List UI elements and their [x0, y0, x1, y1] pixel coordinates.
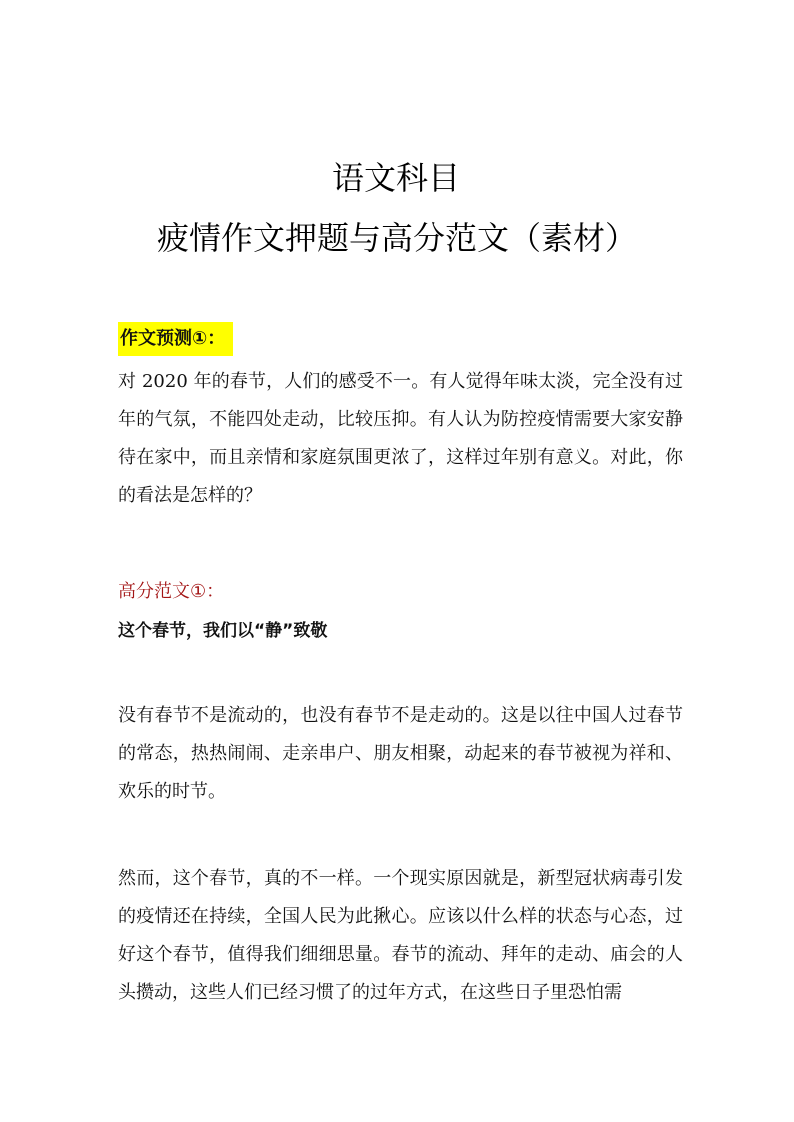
prediction-prompt: 对 2020 年的春节，人们的感受不一。有人觉得年味太淡，完全没有过年的气氛，不能四处走动，比较压抑。有人认为防控疫情需要大家安静待在家中，而且亲情和家庭氛围更浓了，这样过年别有意义。对此，你的看法是怎样的？ — [118, 371, 683, 506]
essay-paragraph: 没有春节不是流动的，也没有春节不是走动的。这是以往中国人过春节的常态，热热闹闹、走亲串户、朋友相聚，动起来的春节被视为祥和、欢乐的时节。 — [118, 705, 683, 802]
subject-title: 语文科目 — [332, 159, 461, 197]
essay-title: 这个春节，我们以“静”致敬 — [118, 621, 328, 641]
document-title: 疲情作文押题与高分范文（素材） — [157, 219, 638, 257]
essay-paragraph: 然而，这个春节，真的不一样。一个现实原因就是，新型冠状病毒引发的疫情还在持续，全国人民为此揪心。应该以什么样的状态与心态，过好这个春节，值得我们细细思量。春节的流动、拜年的走动、庙会的人头攒动，这些人们已经习惯了的过年方式，在这些日子里恐怕需 — [118, 868, 683, 1003]
essay-heading: 高分范文①： — [118, 581, 225, 602]
prediction-heading: 作文预测①： — [118, 322, 233, 356]
